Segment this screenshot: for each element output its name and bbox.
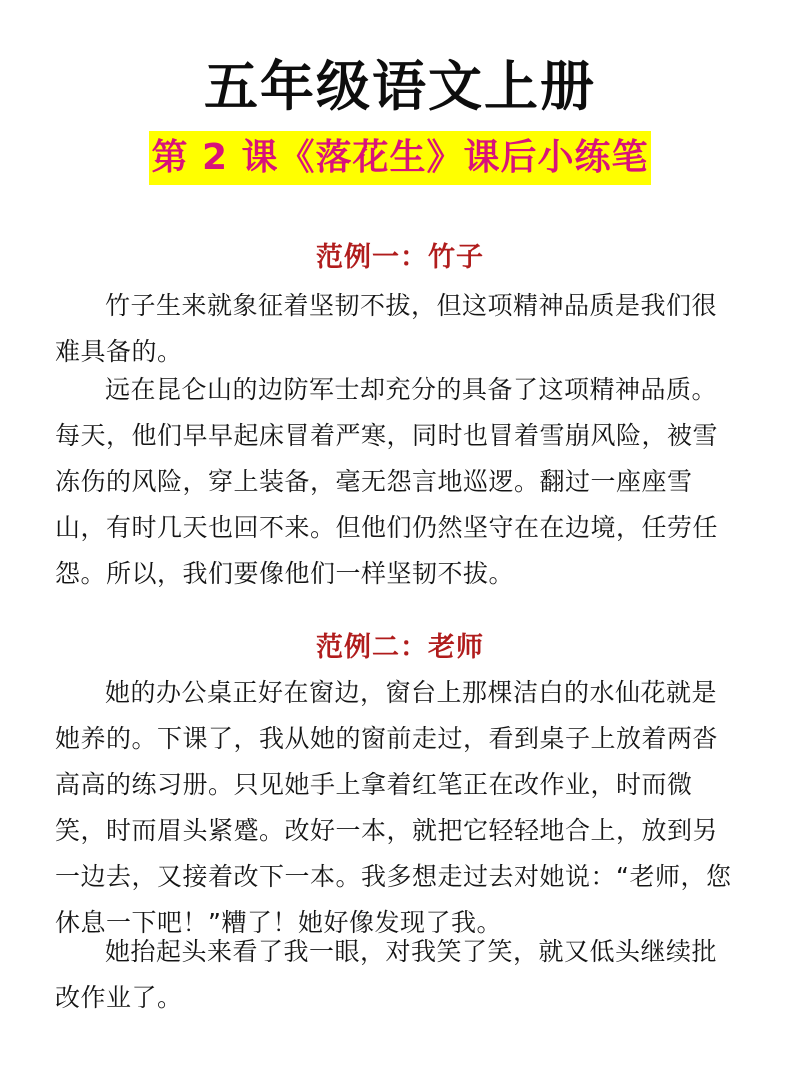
- page-subtitle: 第 2 课《落花生》课后小练笔: [149, 131, 650, 185]
- example-1-heading: 范例一：竹子: [316, 242, 484, 273]
- subtitle-container: [0, 131, 800, 185]
- page-title: 五年级语文上册: [204, 55, 596, 118]
- example-1-paragraph-2: 远在昆仑山的边防军士却充分的具备了这项精神品质。每天，他们早早起床冒着严寒，同时也冒着雪崩风险，被雪冻伤的风险，穿上装备，毫无怨言地巡逻。翻过一座座雪山，有时几天也回不来。但他们仍然坚守在在边境，任劳任怨。所以，我们要像他们一样坚韧不拔。: [55, 375, 719, 588]
- example-2-paragraph-2: 她抬起头来看了我一眼，对我笑了笑，就又低头继续批改作业了。: [55, 937, 718, 1012]
- example-1-paragraph-1: 竹子生来就象征着坚韧不拔，但这项精神品质是我们很难具备的。: [55, 291, 718, 366]
- example-2-paragraph-1: 她的办公桌正好在窗边，窗台上那棵洁白的水仙花就是她养的。下课了，我从她的窗前走过，看到桌子上放着两沓高高的练习册。只见她手上拿着红笔正在改作业，时而微笑，时而眉头紧蹙。改好一本，就把它轻轻地合上，放到另一边去，又接着改下一本。我多想走过去对她说：“老师，您休息一下吧！”糟了！她好像发现了我。: [55, 678, 732, 937]
- example-2-heading: 范例二：老师: [316, 632, 484, 663]
